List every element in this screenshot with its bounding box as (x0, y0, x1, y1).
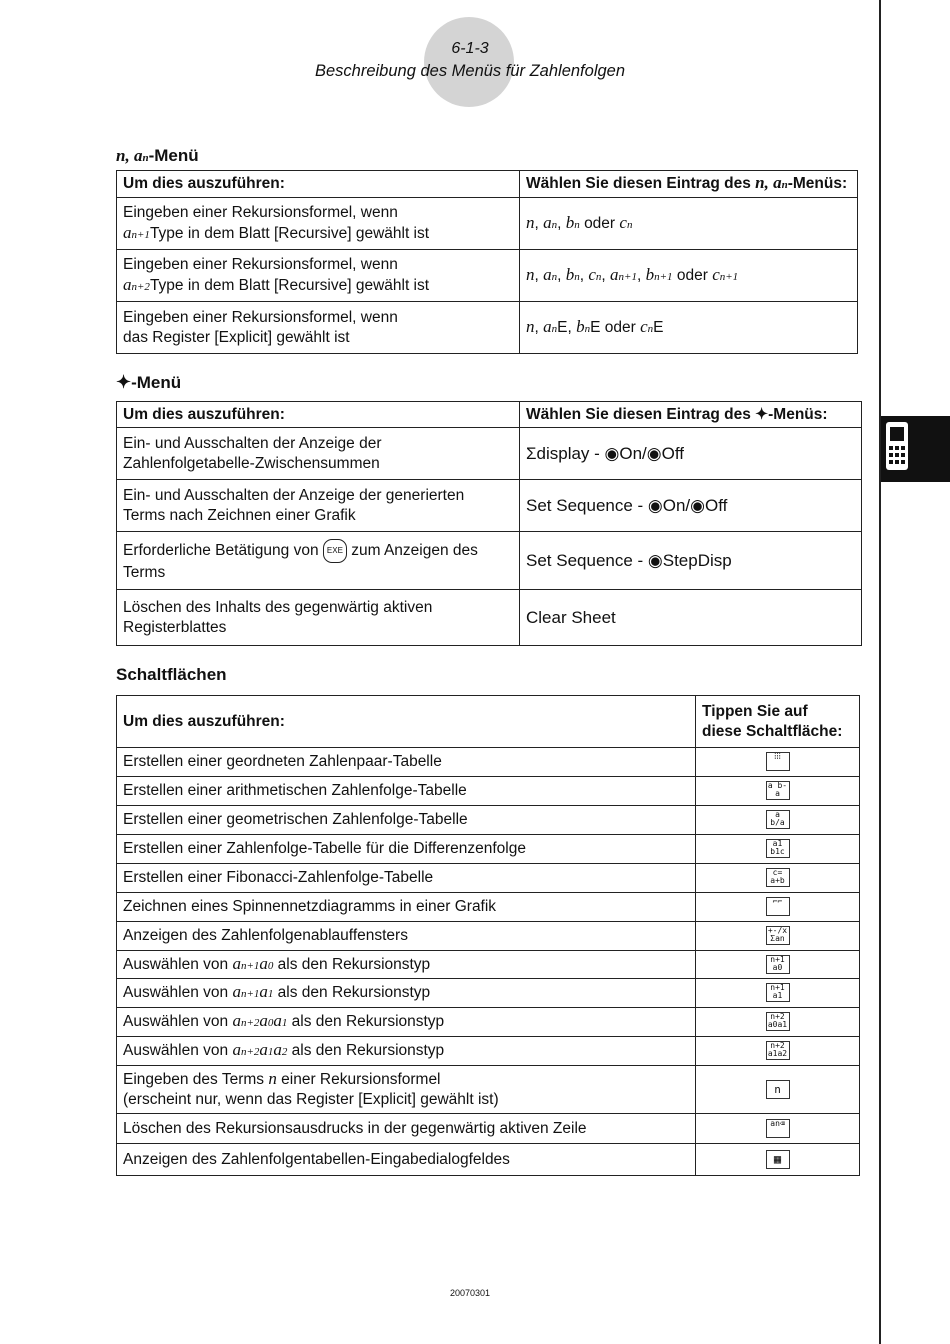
table-header: Wählen Sie diesen Eintrag des ✦-Menüs: (520, 402, 862, 428)
table-row: Erstellen einer geordneten Zahlenpaar-Tabelle ⁞⁞⁞ (117, 748, 860, 777)
recursion-type-icon: n+1 a1 (766, 983, 790, 1002)
settings-diamond-icon: ✦ (755, 405, 769, 423)
table-row: Eingeben einer Rekursionsformel, wenn an+2Type in dem Blatt [Recursive] gewählt ist n, an, bn, cn, an+1, bn+1 oder cn+1 (117, 250, 858, 302)
clear-recursion-icon: an⌫ (766, 1119, 790, 1138)
table-row: Erstellen einer arithmetischen Zahlenfolge-Tabelle a b-a (117, 777, 860, 806)
table-row: Auswählen von an+1a0 als den Rekursionstyp n+1 a0 (117, 951, 860, 979)
page-title: Beschreibung des Menüs für Zahlenfolgen (314, 62, 626, 80)
page-header (0, 40, 940, 81)
table-row: Löschen des Rekursionsausdrucks in der gegenwärtig aktiven Zeile an⌫ (117, 1114, 860, 1144)
fibonacci-icon: c= a+b (766, 868, 790, 887)
table-row: Anzeigen des Zahlenfolgenablauffensters +-/x Σan (117, 922, 860, 951)
arithmetic-sequence-icon: a b-a (766, 781, 790, 800)
n-an-menu-table (116, 170, 858, 354)
table-row: Erstellen einer Fibonacci-Zahlenfolge-Tabelle c= a+b (117, 864, 860, 893)
input-dialog-icon: ▦ (766, 1150, 790, 1169)
table-row: Ein- und Ausschalten der Anzeige der generierten Terms nach Zeichnen einer Grafik Set Sequence - ◉On/◉Off (117, 480, 862, 532)
table-header: Um dies auszuführen: (117, 402, 520, 428)
table-header: Wählen Sie diesen Eintrag des n, an-Menüs: (520, 171, 858, 198)
cobweb-graph-icon: ⌐⌐ (766, 897, 790, 916)
buttons-table (116, 695, 860, 1176)
footer-code: 20070301 (449, 1288, 491, 1298)
settings-diamond-icon: ✦ (116, 372, 132, 392)
table-row: Erstellen einer geometrischen Zahlenfolge-Tabelle a b/a (117, 806, 860, 835)
table-row: Löschen des Inhalts des gegenwärtig aktiven Registerblattes Clear Sheet (117, 590, 862, 646)
difference-sequence-icon: a1 b1c (766, 839, 790, 858)
table-row: Eingeben einer Rekursionsformel, wenn das Register [Explicit] gewählt ist n, anE, bnE oder cnE (117, 302, 858, 354)
recursion-type-icon: n+2 a1a2 (766, 1041, 790, 1060)
recursion-type-icon: n+1 a0 (766, 955, 790, 974)
table-row: Zeichnen eines Spinnennetzdiagramms in einer Grafik ⌐⌐ (117, 893, 860, 922)
calculator-icon (881, 416, 950, 482)
settings-menu-table (116, 401, 862, 646)
table-row: Auswählen von an+2a0a1 als den Rekursionstyp n+2 a0a1 (117, 1008, 860, 1037)
table-row: Auswählen von an+2a1a2 als den Rekursionstyp n+2 a1a2 (117, 1037, 860, 1066)
section-title-buttons: Schaltflächen (116, 665, 227, 684)
recursion-type-icon: n+2 a0a1 (766, 1012, 790, 1031)
section-title-n-an-menu: n, an-Menü (116, 146, 199, 165)
table-row: Ein- und Ausschalten der Anzeige der Zahlenfolgetabelle-Zwischensummen Σdisplay - ◉On/◉Off (117, 428, 862, 480)
table-row: Eingeben einer Rekursionsformel, wenn an+1Type in dem Blatt [Recursive] gewählt ist n, an, bn oder cn (117, 198, 858, 250)
table-row: Erstellen einer Zahlenfolge-Tabelle für die Differenzenfolge a1 b1c (117, 835, 860, 864)
sequence-run-window-icon: +-/x Σan (766, 926, 790, 945)
table-header: Um dies auszuführen: (117, 696, 696, 748)
section-title-settings-menu: ✦-Menü (116, 372, 182, 392)
table-row: Anzeigen des Zahlenfolgentabellen-Eingabedialogfeldes ▦ (117, 1144, 860, 1176)
table-row: Eingeben des Terms n einer Rekursionsformel (erscheint nur, wenn das Register [Explicit] gewählt ist) n (117, 1066, 860, 1114)
page-number: 6-1-3 (451, 40, 489, 57)
geometric-sequence-icon: a b/a (766, 810, 790, 829)
exe-key-icon: EXE (323, 539, 347, 563)
ordered-pair-table-icon: ⁞⁞⁞ (766, 752, 790, 771)
table-header: Um dies auszuführen: (117, 171, 520, 198)
table-row: Erforderliche Betätigung von EXE zum Anzeigen des Terms Set Sequence - ◉StepDisp (117, 532, 862, 590)
table-header: Tippen Sie auf diese Schaltfläche: (696, 696, 860, 748)
table-row: Auswählen von an+1a1 als den Rekursionstyp n+1 a1 (117, 979, 860, 1008)
page-edge-line (879, 0, 881, 1344)
n-term-icon: n (766, 1080, 790, 1099)
chapter-tab (881, 416, 950, 482)
